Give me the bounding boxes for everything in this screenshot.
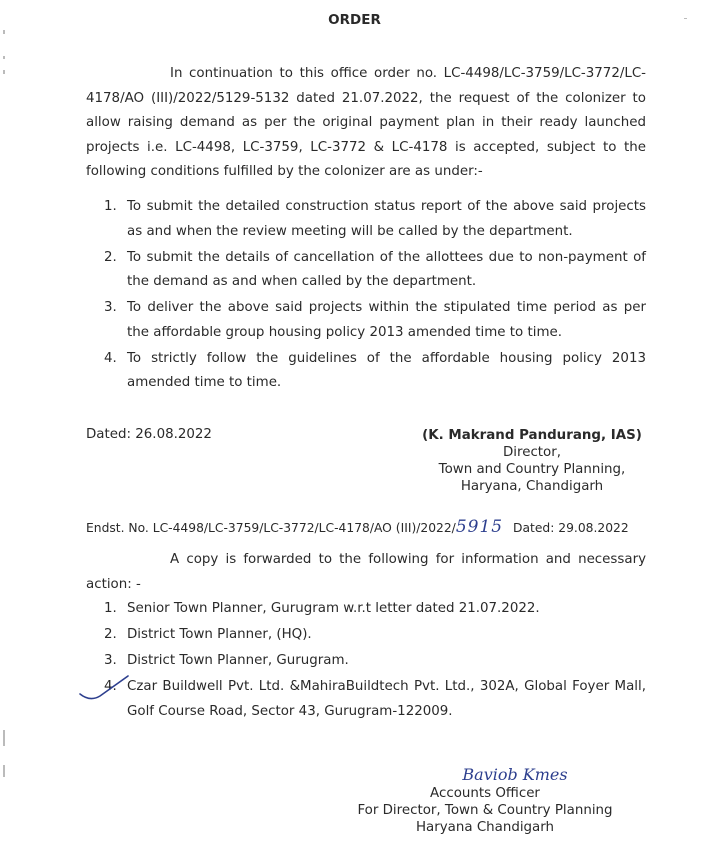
signatory-block bbox=[420, 427, 644, 495]
recipient-item: 1. Senior Town Planner, Gurugram w.r.t letter dated 21.07.2022. bbox=[104, 601, 540, 616]
endorsement-date: Dated: 29.08.2022 bbox=[513, 521, 629, 535]
copy-paragraph bbox=[86, 548, 646, 597]
scan-speck bbox=[3, 56, 5, 59]
recipient-item: 3. District Town Planner, Gurugram. bbox=[104, 653, 349, 668]
conditions-list bbox=[104, 195, 646, 397]
recipients-list bbox=[104, 597, 646, 726]
condition-item: 4. To strictly follow the guidelines of the affordable housing policy 2013 amended time to time. bbox=[104, 350, 646, 390]
signatory-designation: Director, bbox=[502, 445, 562, 460]
condition-item: 3. To deliver the above said projects within the stipulated time period as per the affordable group housing policy 2013 amended time to time. bbox=[104, 300, 646, 340]
recipient-item: 4. Czar Buildwell Pvt. Ltd. &MahiraBuildtech Pvt. Ltd., 302A, Global Foyer Mall, Golf Course Road, Sector 43, Gurugram-122009. bbox=[104, 679, 646, 719]
scan-speck bbox=[3, 70, 5, 74]
officer-block bbox=[350, 765, 620, 836]
scan-speck bbox=[3, 765, 5, 777]
condition-item: 2. To submit the details of cancellation of the allottees due to non-payment of the demand as and when called by the department. bbox=[104, 249, 646, 289]
order-title: ORDER bbox=[328, 12, 381, 28]
handwritten-number: 5915 bbox=[455, 517, 504, 537]
officer-place: Haryana Chandigarh bbox=[415, 820, 555, 835]
copy-text: A copy is forwarded to the following for information and necessary action: - bbox=[86, 552, 646, 592]
recipient-item: 2. District Town Planner, (HQ). bbox=[104, 627, 312, 642]
signatory-dept: Town and Country Planning, bbox=[438, 462, 626, 477]
intro-paragraph bbox=[86, 62, 646, 185]
endorsement-number: Endst. No. LC-4498/LC-3759/LC-3772/LC-4178/AO (III)/2022/ bbox=[86, 521, 456, 535]
endorsement-line bbox=[86, 517, 629, 537]
intro-text: In continuation to this office order no. LC-4498/LC-3759/LC-3772/LC-4178/AO (III)/2022/5129-5132 dated 21.07.2022, the request of the colonizer to allow raising demand as per the original payment plan in their ready launched projects i.e. LC-4498, LC-3759, LC-3772 & LC-4178 is accepted, subject to the following conditions fulfilled by the colonizer are as under:- bbox=[86, 66, 646, 179]
order-date: Dated: 26.08.2022 bbox=[86, 427, 212, 442]
scan-speck bbox=[3, 30, 5, 34]
officer-for: For Director, Town & Country Planning bbox=[357, 803, 613, 818]
signatory-place: Haryana, Chandigarh bbox=[460, 479, 604, 494]
scan-speck bbox=[3, 730, 5, 746]
condition-item: 1. To submit the detailed construction status report of the above said projects as and when the review meeting will be called by the department. bbox=[104, 199, 646, 239]
signatory-name: (K. Makrand Pandurang, IAS) bbox=[422, 428, 642, 443]
officer-signature: Baviob Kmes bbox=[462, 765, 568, 784]
officer-title: Accounts Officer bbox=[430, 786, 540, 801]
check-mark-icon bbox=[76, 672, 136, 704]
